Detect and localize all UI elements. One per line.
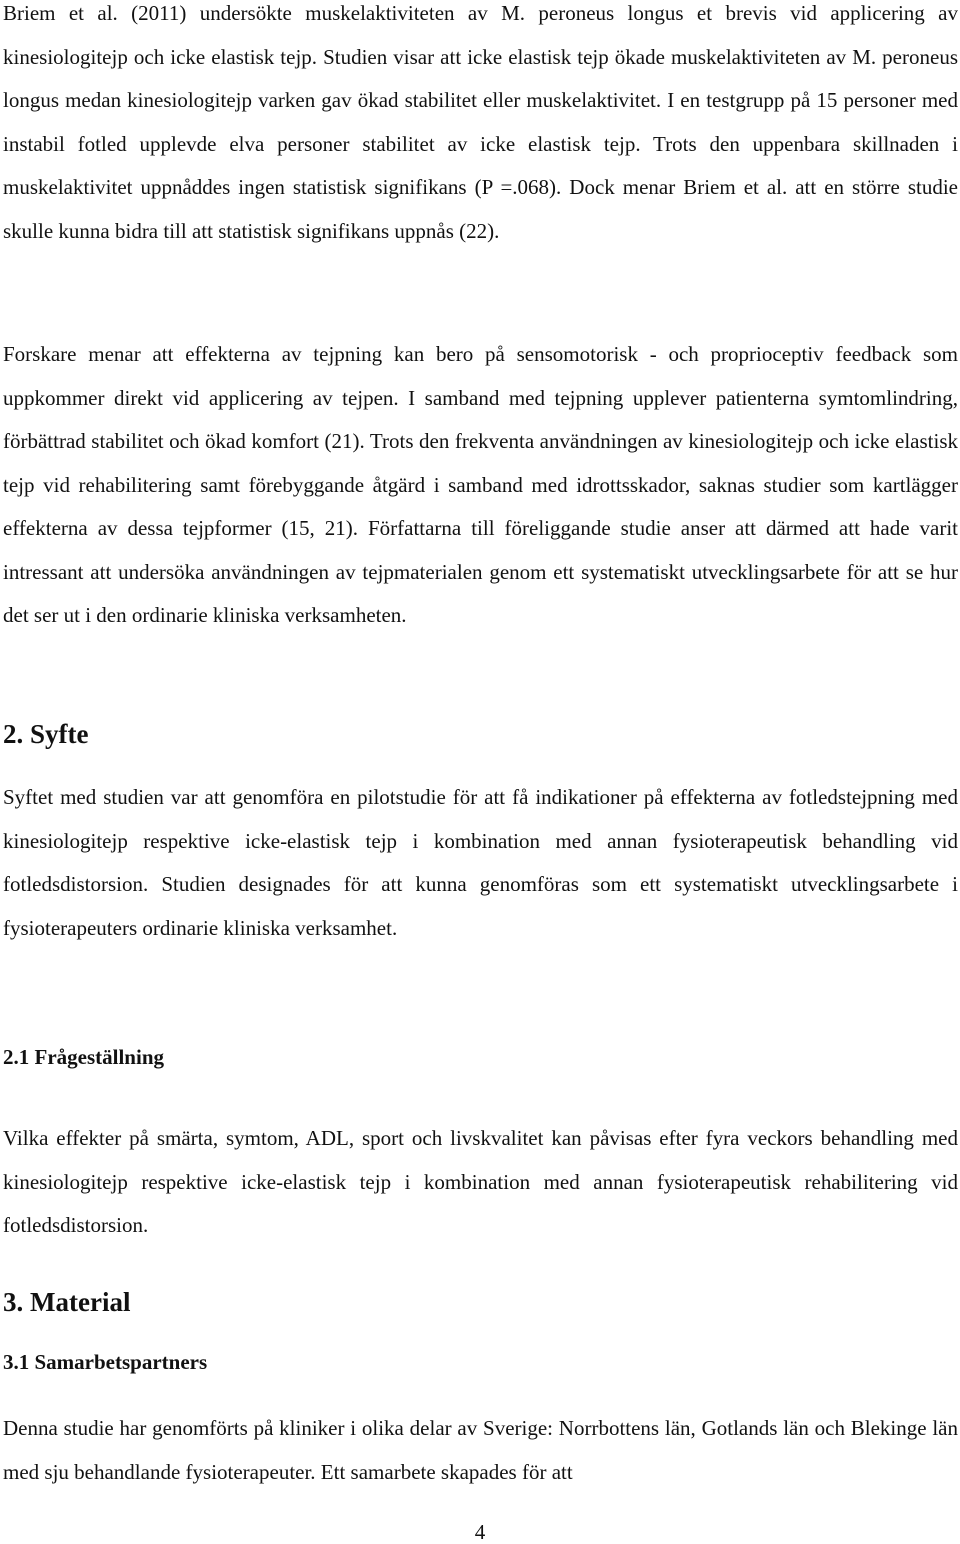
paragraph-samarbetspartners: Denna studie har genomförts på kliniker i olika delar av Sverige: Norrbottens län, Gotlands län och Blekinge län med sju behandlande fysioterapeuter. Ett samarbete skapades för att	[3, 1416, 958, 1484]
heading-syfte: 2. Syfte	[3, 719, 89, 749]
heading-material: 3. Material	[3, 1287, 131, 1317]
paragraph-researchers: Forskare menar att effekterna av tejpning kan bero på sensomotorisk - och proprioceptiv feedback som uppkommer direkt vid applicering av tejpen. I samband med tejpning upplever patienterna symtomlindring, förbättrad stabilitet och ökad komfort (21). Trots den frekventa användningen av kinesiologitejp och icke elastisk tejp vid rehabilitering samt förebyggande åtgärd i samband med idrottsskador, saknas studier som kartlägger effekterna av dessa tejpformer (15, 21). Författarna till föreliggande studie anser att därmed att hade varit intressant att undersöka användningen av tejpmaterialen genom ett systematiskt utvecklingsarbete för att se hur det ser ut i den ordinarie kliniska verksamheten.	[3, 342, 958, 627]
heading-fragestallning: 2.1 Frågeställning	[3, 1045, 164, 1069]
heading-samarbetspartners: 3.1 Samarbetspartners	[3, 1350, 208, 1374]
paragraph-briem-study: Briem et al. (2011) undersökte muskelaktiviteten av M. peroneus longus et brevis vid applicering av kinesiologitejp och icke elastisk tejp. Studien visar att icke elastisk tejp ökade muskelaktiviteten av M. peroneus longus medan kinesiologitejp varken gav ökad stabilitet eller muskelaktivitet. I en testgrupp på 15 personer med instabil fotled upplevde elva personer stabilitet av icke elastisk tejp. Trots den uppenbara skillnaden i muskelaktivitet uppnåddes ingen statistisk signifikans (P =.068). Dock menar Briem et al. att en större studie skulle kunna bidra till att statistisk signifikans uppnås (22).	[3, 1, 958, 243]
paragraph-syfte: Syftet med studien var att genomföra en pilotstudie för att få indikationer på effekterna av fotledstejpning med kinesiologitejp respektive icke-elastisk tejp i kombination med annan fysioterapeutisk behandling vid fotledsdistorsion. Studien designades för att kunna genomföras som ett systematiskt utvecklingsarbete i fysioterapeuters ordinarie kliniska verksamhet.	[3, 785, 958, 940]
page-number: 4	[474, 1520, 486, 1544]
paragraph-fragestallning: Vilka effekter på smärta, symtom, ADL, sport och livskvalitet kan påvisas efter fyra veckors behandling med kinesiologitejp respektive icke-elastisk tejp i kombination med annan fysioterapeutisk rehabilitering vid fotledsdistorsion.	[3, 1126, 958, 1237]
